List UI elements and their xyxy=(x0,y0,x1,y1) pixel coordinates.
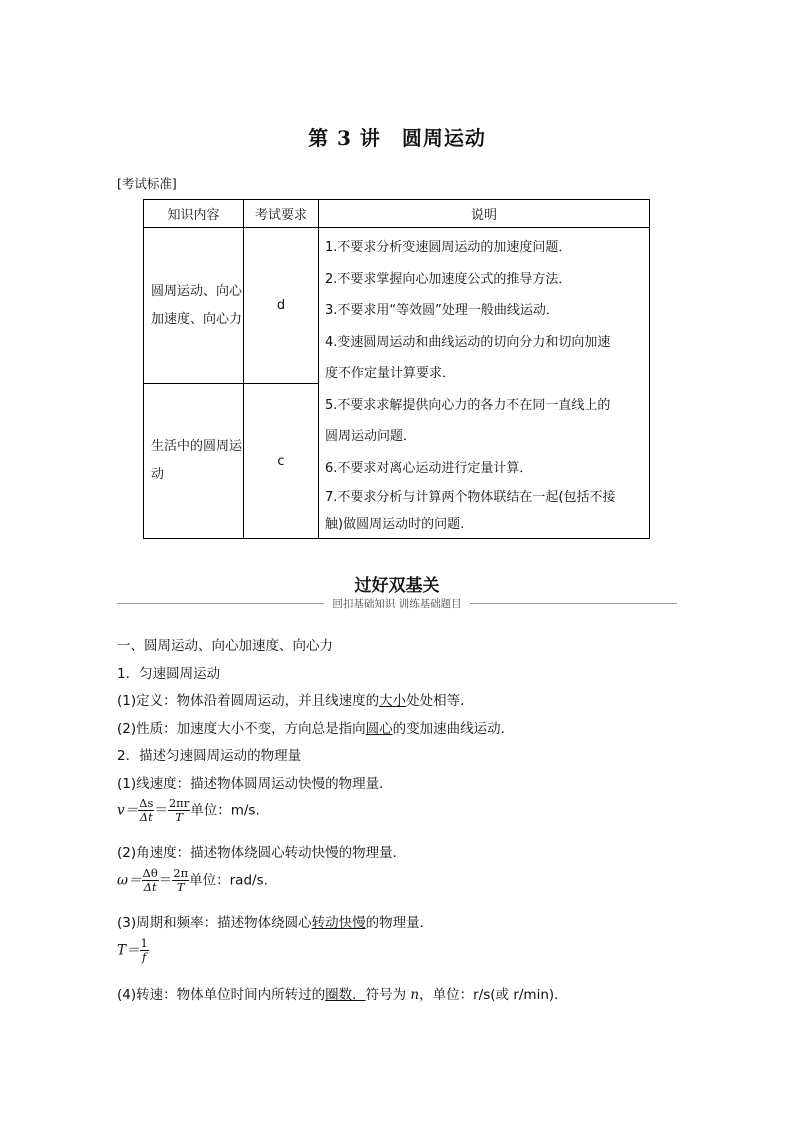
period-formula: T＝ $\frac{1}{f}$ xyxy=(117,936,148,964)
header-knowledge: 知识内容 xyxy=(144,200,244,228)
topic-circular-life: 生活中的圆周运动 xyxy=(144,384,244,539)
note-6: 6.不要求对离心运动进行定量计算． xyxy=(325,460,533,476)
property-line: (2)性质：加速度大小不变，方向总是指向圆心的变加速曲线运动． xyxy=(117,721,515,737)
note-4b: 度不作定量计算要求． xyxy=(325,366,456,381)
header-notes: 说明 xyxy=(319,200,650,228)
period-line: (3)周期和频率：描述物体绕圆心转动快慢的物理量． xyxy=(117,915,434,931)
subheading-uniform-motion: 1．匀速圆周运动 xyxy=(117,666,221,682)
note-5b: 圆周运动问题． xyxy=(325,429,417,444)
exam-standard-label: [考试标准] xyxy=(117,176,177,191)
exam-standard-table xyxy=(143,199,650,539)
level-circular-life: c xyxy=(244,384,319,539)
note-1: 1.不要求分析变速圆周运动的加速度问题． xyxy=(325,240,572,255)
linear-speed-line: (1)线速度：描述物体圆周运动快慢的物理量． xyxy=(117,776,393,792)
level-circular-motion: d xyxy=(244,228,319,384)
header-requirement: 考试要求 xyxy=(244,200,319,228)
heading-1: 一、圆周运动、向心加速度、向心力 xyxy=(117,638,333,654)
note-7b: 触)做圆周运动时的问题. xyxy=(325,517,465,532)
angular-speed-formula: ω＝ $\frac{\Delta\theta}{\Delta t}$ ＝ $\frac{2\pi}{T}$ 单位：rad/s. xyxy=(117,866,268,894)
linear-speed-formula: v＝ $\frac{\Delta s}{\Delta t}$ ＝ $\frac{2\pi r}{T}$ 单位：m/s. xyxy=(117,796,260,824)
notes-cell xyxy=(319,228,650,539)
page-title: 第 3 讲 圆周运动 xyxy=(308,126,486,150)
subheading-quantities: 2．描述匀速圆周运动的物理量 xyxy=(117,748,302,764)
definition-line: (1)定义：物体沿着圆周运动，并且线速度的大小处处相等． xyxy=(117,693,474,709)
section-subtitle: 回扣基础知识 训练基础题目 xyxy=(0,596,794,611)
note-7a: 7.不要求分析与计算两个物体联结在一起(包括不接 xyxy=(325,490,616,505)
rotation-speed-line: (4)转速：物体单位时间内所转过的圈数．符号为 n，单位：r/s(或 r/min)． xyxy=(117,987,568,1003)
section-title: 过好双基关 xyxy=(354,576,440,596)
note-2: 2.不要求掌握向心加速度公式的推导方法． xyxy=(325,271,572,287)
note-5a: 5.不要求求解提供向心力的各力不在同一直线上的 xyxy=(325,397,611,413)
note-3: 3.不要求用“等效圆”处理一般曲线运动． xyxy=(325,303,559,318)
note-4a: 4.变速圆周运动和曲线运动的切向分力和切向加速 xyxy=(325,334,611,350)
topic-circular-motion: 圆周运动、向心加速度、向心力 xyxy=(144,228,244,384)
angular-speed-line: (2)角速度：描述物体绕圆心转动快慢的物理量． xyxy=(117,845,407,861)
